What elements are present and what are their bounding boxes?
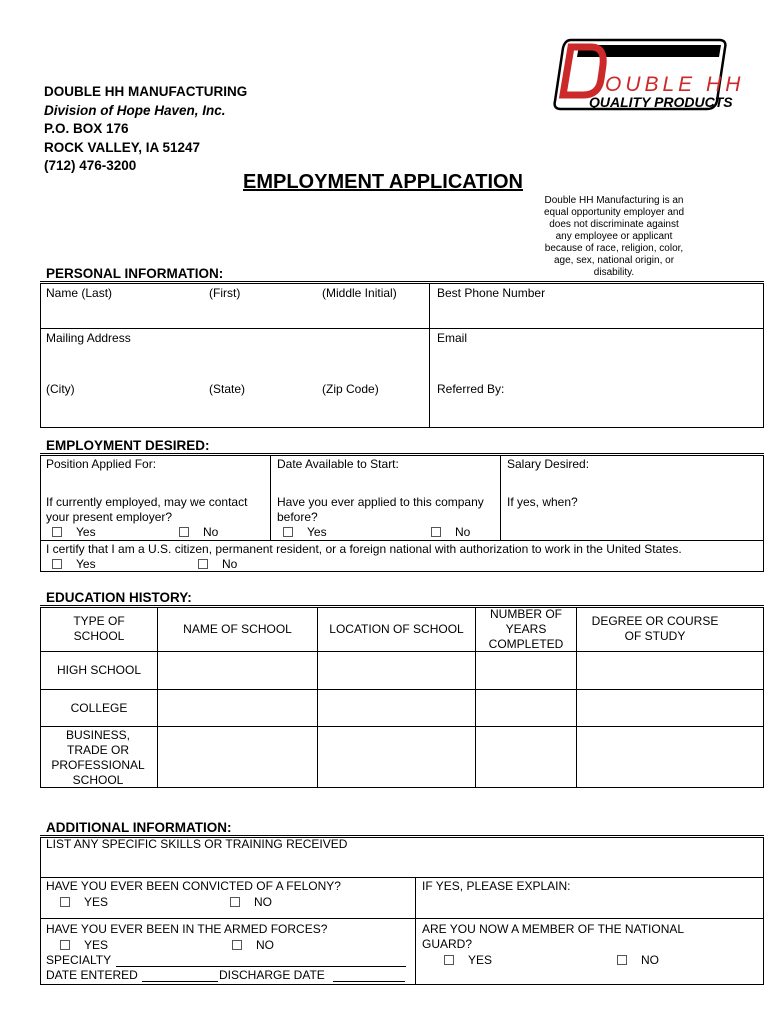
education-rule (40, 605, 764, 606)
personal-info-table (40, 283, 764, 428)
company-name: DOUBLE HH MANUFACTURING (44, 84, 248, 99)
additional-heading: ADDITIONAL INFORMATION: (46, 820, 232, 835)
guard-no-option[interactable]: NO (617, 953, 659, 968)
checkbox[interactable] (179, 527, 189, 537)
zip-label: (Zip Code) (322, 382, 379, 396)
col-years-completed: NUMBER OF YEARS COMPLETED (488, 607, 564, 651)
checkbox[interactable] (230, 897, 240, 907)
armed-forces-question: HAVE YOU EVER BEEN IN THE ARMED FORCES? (46, 922, 328, 936)
personal-info-heading: PERSONAL INFORMATION: (46, 266, 224, 281)
education-row-divider-2 (40, 689, 764, 690)
contact-employer-question: If currently employed, may we contact your present employer? (46, 495, 248, 524)
discharge-date-blank-line[interactable] (333, 981, 405, 982)
name-last-label: Name (Last) (46, 286, 113, 300)
company-city-state-zip: ROCK VALLEY, IA 51247 (44, 139, 201, 155)
checkbox[interactable] (60, 897, 70, 907)
salary-label: Salary Desired: (507, 457, 590, 471)
armed-no-option[interactable]: NO (232, 938, 274, 953)
col-type-of-school: TYPE OF SCHOOL (73, 614, 125, 643)
additional-row-divider-1 (40, 877, 764, 878)
checkbox[interactable] (444, 955, 454, 965)
additional-col-divider (415, 877, 416, 985)
logo-word: OUBLE HH (605, 73, 745, 96)
education-heading: EDUCATION HISTORY: (46, 590, 192, 605)
if-yes-when-label: If yes, when? (507, 495, 578, 509)
company-po-box: P.O. BOX 176 (44, 121, 129, 137)
checkbox[interactable] (52, 559, 62, 569)
referred-by-label: Referred By: (437, 382, 505, 396)
certify-yes-option[interactable]: Yes (52, 557, 96, 572)
checkbox[interactable] (617, 955, 627, 965)
additional-row-divider-2 (40, 918, 764, 919)
personal-row-divider (40, 328, 764, 329)
guard-yes-option[interactable]: YES (444, 953, 492, 968)
felony-explain-label: IF YES, PLEASE EXPLAIN: (422, 879, 571, 893)
specialty-blank-line[interactable] (116, 966, 406, 967)
row-college: COLLEGE (70, 701, 128, 715)
company-phone: (712) 476-3200 (44, 158, 137, 174)
felony-question: HAVE YOU EVER BEEN CONVICTED OF A FELONY? (46, 879, 341, 893)
double-hh-logo (551, 35, 745, 115)
page-title: EMPLOYMENT APPLICATION (243, 171, 523, 193)
best-phone-label: Best Phone Number (437, 286, 546, 300)
checkbox[interactable] (232, 940, 242, 950)
skills-label: LIST ANY SPECIFIC SKILLS OR TRAINING RECEIVED (46, 837, 348, 851)
education-row-divider-1 (40, 651, 764, 652)
education-row-divider-3 (40, 726, 764, 727)
company-address-block (44, 83, 247, 176)
row-business-trade-school: BUSINESS, TRADE OR PROFESSIONAL SCHOOL (51, 728, 145, 787)
education-col-divider-4 (576, 607, 577, 788)
employment-rule (40, 453, 764, 454)
felony-yes-option[interactable]: YES (60, 895, 108, 910)
employment-divider-2 (500, 455, 501, 540)
certify-statement: I certify that I am a U.S. citizen, permanent resident, or a foreign national with authorization to work in the United States. (46, 542, 682, 556)
certify-no-option[interactable]: No (198, 557, 237, 572)
applied-before-question: Have you ever applied to this company before? (277, 495, 484, 524)
company-division: Division of Hope Haven, Inc. (44, 102, 226, 118)
contact-no-option[interactable]: No (179, 525, 218, 540)
applied-no-option[interactable]: No (431, 525, 470, 540)
checkbox[interactable] (198, 559, 208, 569)
checkbox[interactable] (431, 527, 441, 537)
checkbox[interactable] (60, 940, 70, 950)
col-name-of-school: NAME OF SCHOOL (183, 622, 292, 636)
personal-info-rule (40, 281, 764, 282)
checkbox[interactable] (52, 527, 62, 537)
city-label: (City) (46, 382, 75, 396)
felony-no-option[interactable]: NO (230, 895, 272, 910)
date-entered-label: DATE ENTERED (46, 968, 138, 982)
logo-tagline: QUALITY PRODUCTS (589, 94, 733, 110)
contact-yes-option[interactable]: Yes (52, 525, 96, 540)
position-label: Position Applied For: (46, 457, 157, 471)
employment-heading: EMPLOYMENT DESIRED: (46, 438, 210, 453)
email-label: Email (437, 331, 468, 345)
armed-yes-option[interactable]: YES (60, 938, 108, 953)
employment-divider-1 (270, 455, 271, 540)
personal-info-divider (429, 283, 430, 428)
row-high-school: HIGH SCHOOL (56, 663, 141, 677)
applied-yes-option[interactable]: Yes (283, 525, 327, 540)
discharge-date-label: DISCHARGE DATE (219, 968, 325, 982)
name-first-label: (First) (209, 286, 241, 300)
col-degree: DEGREE OR COURSE OF STUDY (591, 614, 719, 643)
employment-row-divider (40, 540, 764, 541)
col-location-of-school: LOCATION OF SCHOOL (329, 622, 464, 636)
date-entered-blank-line[interactable] (142, 981, 218, 982)
education-col-divider-3 (475, 607, 476, 788)
state-label: (State) (209, 382, 246, 396)
name-middle-label: (Middle Initial) (322, 286, 397, 300)
date-available-label: Date Available to Start: (277, 457, 399, 471)
eoe-statement: Double HH Manufacturing is an equal opportunity employer and does not discriminate against any employee or applicant because of race, religion, color, age, sex, national origin, or disability. (543, 195, 685, 278)
specialty-label: SPECIALTY (46, 953, 112, 967)
additional-rule (40, 835, 764, 836)
checkbox[interactable] (283, 527, 293, 537)
national-guard-question: ARE YOU NOW A MEMBER OF THE NATIONAL GUARD? (422, 922, 684, 951)
mailing-address-label: Mailing Address (46, 331, 131, 345)
